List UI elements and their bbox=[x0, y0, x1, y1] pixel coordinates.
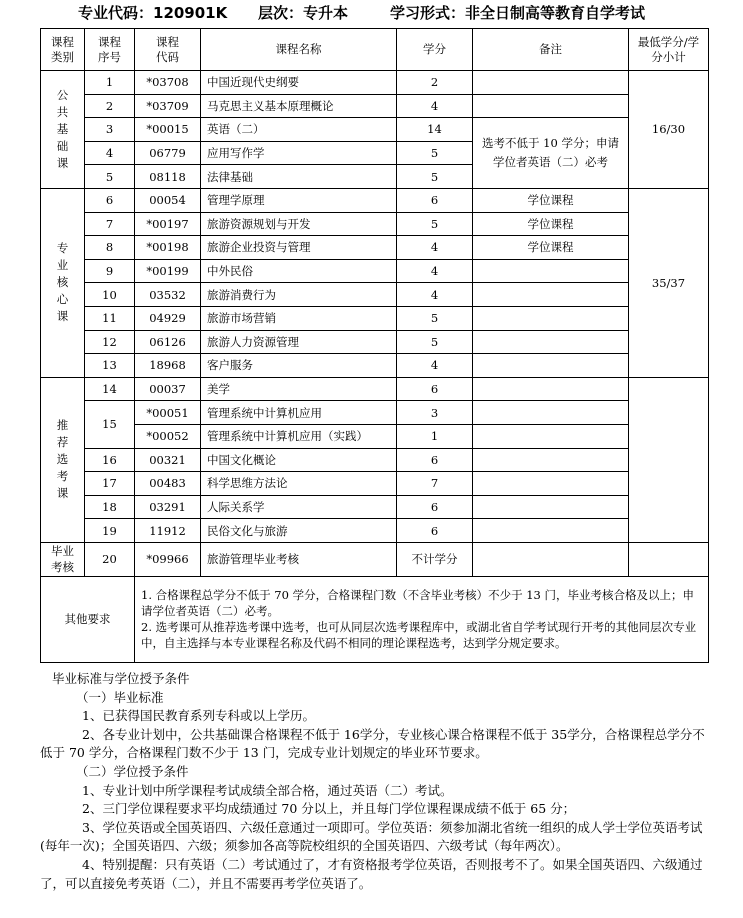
course-note bbox=[473, 472, 629, 496]
graduation-standard-title: （一）毕业标准 bbox=[76, 689, 164, 705]
core-min-credit: 35/37 bbox=[629, 188, 709, 377]
table-row bbox=[41, 212, 709, 236]
col-header-seq: 课程序号 bbox=[85, 29, 135, 71]
course-credit: 3 bbox=[397, 401, 473, 425]
course-code: 00054 bbox=[135, 188, 201, 212]
course-note bbox=[473, 330, 629, 354]
course-name: 旅游市场营销 bbox=[201, 306, 397, 330]
course-name: 法律基础 bbox=[201, 165, 397, 189]
course-code: 03532 bbox=[135, 283, 201, 307]
other-requirement-item: 2. 选考课可从推荐选考课中选考，也可从同层次选考课程库中，或湖北省自学考试现行开考的其他同层次专业中，自主选择与本专业课程名称及代码不相同的理论课程选考，达到学分规定要求。 bbox=[141, 620, 697, 651]
course-code: *00198 bbox=[135, 236, 201, 260]
course-credit: 6 bbox=[397, 448, 473, 472]
course-note bbox=[473, 542, 629, 576]
course-name: 中外民俗 bbox=[201, 259, 397, 283]
course-note bbox=[473, 424, 629, 448]
course-name: 旅游资源规划与开发 bbox=[201, 212, 397, 236]
course-note bbox=[473, 283, 629, 307]
public-min-credit: 16/30 bbox=[629, 71, 709, 189]
course-note bbox=[473, 354, 629, 378]
course-seq: 2 bbox=[85, 94, 135, 118]
graduation-standard-item: 2、各专业计划中，公共基础课合格课程不低于 16学分，专业核心课合格课程不低于 35学分，合格课程总学分不低于 70 学分，合格课程门数不少于 13 门，完成专业计划规定的毕业环节要求。 bbox=[40, 726, 705, 761]
course-note bbox=[473, 71, 629, 95]
course-credit: 6 bbox=[397, 377, 473, 401]
course-name: 旅游消费行为 bbox=[201, 283, 397, 307]
degree-condition-item: 2、三门学位课程要求平均成绩通过 70 分以上，并且每门学位课程课成绩不低于 65 分； bbox=[82, 801, 576, 817]
table-row bbox=[41, 542, 709, 576]
course-note: 学位课程 bbox=[473, 188, 629, 212]
course-credit: 6 bbox=[397, 495, 473, 519]
graduation-title: 毕业标准与学位授予条件 bbox=[52, 671, 190, 686]
study-form: 学习形式：非全日制高等教育自学考试 bbox=[390, 4, 646, 22]
course-code: 06126 bbox=[135, 330, 201, 354]
course-credit: 4 bbox=[397, 283, 473, 307]
course-seq: 15 bbox=[85, 401, 135, 448]
table-row bbox=[41, 401, 709, 425]
course-credit: 5 bbox=[397, 141, 473, 165]
group-elective: 推荐选考课 bbox=[41, 377, 85, 542]
course-seq: 12 bbox=[85, 330, 135, 354]
course-seq: 20 bbox=[85, 542, 135, 576]
course-credit: 4 bbox=[397, 354, 473, 378]
table-row bbox=[41, 283, 709, 307]
degree-condition-item: 4、特别提醒：只有英语（二）考试通过了，才有资格报考学位英语，否则报考不了。如果全国英语四、六级通过了，可以直接免考英语（二），并且不需要再考学位英语了。 bbox=[40, 856, 703, 891]
course-seq: 1 bbox=[85, 71, 135, 95]
course-seq: 9 bbox=[85, 259, 135, 283]
course-seq: 16 bbox=[85, 448, 135, 472]
course-name: 管理系统中计算机应用（实践） bbox=[201, 424, 397, 448]
course-name: 民俗文化与旅游 bbox=[201, 519, 397, 543]
major-code: 专业代码：120901K bbox=[78, 4, 228, 22]
course-seq: 19 bbox=[85, 519, 135, 543]
course-seq: 7 bbox=[85, 212, 135, 236]
course-code: 08118 bbox=[135, 165, 201, 189]
degree-conditions-title: （二）学位授予条件 bbox=[76, 763, 189, 779]
other-requirements-row bbox=[41, 576, 709, 662]
course-seq: 17 bbox=[85, 472, 135, 496]
course-credit: 7 bbox=[397, 472, 473, 496]
table-row bbox=[41, 236, 709, 260]
course-code: 11912 bbox=[135, 519, 201, 543]
course-plan-table bbox=[40, 28, 709, 663]
course-seq: 14 bbox=[85, 377, 135, 401]
table-row bbox=[41, 259, 709, 283]
graduation-standard-item: 1、已获得国民教育系列专科或以上学历。 bbox=[82, 708, 315, 724]
col-header-name: 课程名称 bbox=[201, 29, 397, 71]
course-credit: 5 bbox=[397, 330, 473, 354]
other-requirements-label: 其他要求 bbox=[41, 576, 135, 662]
course-credit: 4 bbox=[397, 259, 473, 283]
other-requirement-item: 1. 合格课程总学分不低于 70 学分，合格课程门数（不含毕业考核）不少于 13 门，毕业考核合格及以上；申请学位者英语（二）必考。 bbox=[141, 588, 695, 619]
course-note bbox=[473, 519, 629, 543]
course-name: 马克思主义基本原理概论 bbox=[201, 94, 397, 118]
course-credit: 4 bbox=[397, 236, 473, 260]
course-name: 英语（二） bbox=[201, 118, 397, 142]
course-seq: 8 bbox=[85, 236, 135, 260]
course-code: *00051 bbox=[135, 401, 201, 425]
course-name: 管理系统中计算机应用 bbox=[201, 401, 397, 425]
course-note bbox=[473, 448, 629, 472]
course-credit: 5 bbox=[397, 165, 473, 189]
course-name: 中国文化概论 bbox=[201, 448, 397, 472]
table-row bbox=[41, 495, 709, 519]
course-code: 04929 bbox=[135, 306, 201, 330]
table-row bbox=[41, 519, 709, 543]
course-note bbox=[473, 259, 629, 283]
col-header-credit: 学分 bbox=[397, 29, 473, 71]
course-note: 学位课程 bbox=[473, 212, 629, 236]
group-public: 公共基础课 bbox=[41, 71, 85, 189]
course-seq: 18 bbox=[85, 495, 135, 519]
course-name: 旅游人力资源管理 bbox=[201, 330, 397, 354]
course-code: *00199 bbox=[135, 259, 201, 283]
public-note: 选考不低于 10 学分；申请学位者英语（二）必考 bbox=[473, 118, 629, 189]
course-name: 旅游企业投资与管理 bbox=[201, 236, 397, 260]
table-row bbox=[41, 188, 709, 212]
course-seq: 6 bbox=[85, 188, 135, 212]
table-row bbox=[41, 330, 709, 354]
course-credit: 2 bbox=[397, 71, 473, 95]
course-seq: 13 bbox=[85, 354, 135, 378]
graduation-section bbox=[40, 670, 708, 893]
course-credit: 5 bbox=[397, 212, 473, 236]
course-code: *03709 bbox=[135, 94, 201, 118]
course-code: 06779 bbox=[135, 141, 201, 165]
table-row bbox=[41, 94, 709, 118]
course-code: *00197 bbox=[135, 212, 201, 236]
course-code: 03291 bbox=[135, 495, 201, 519]
course-credit: 6 bbox=[397, 519, 473, 543]
table-row bbox=[41, 472, 709, 496]
course-note bbox=[473, 495, 629, 519]
col-header-note: 备注 bbox=[473, 29, 629, 71]
course-seq: 10 bbox=[85, 283, 135, 307]
table-row bbox=[41, 71, 709, 95]
course-code: *09966 bbox=[135, 542, 201, 576]
course-seq: 11 bbox=[85, 306, 135, 330]
course-credit: 不计学分 bbox=[397, 542, 473, 576]
course-code: 00037 bbox=[135, 377, 201, 401]
col-header-category: 课程类别 bbox=[41, 29, 85, 71]
group-core: 专业核心课 bbox=[41, 188, 85, 377]
course-name: 美学 bbox=[201, 377, 397, 401]
course-code: 00483 bbox=[135, 472, 201, 496]
table-row bbox=[41, 377, 709, 401]
course-name: 旅游管理毕业考核 bbox=[201, 542, 397, 576]
course-note bbox=[473, 377, 629, 401]
group-graduation: 毕业考核 bbox=[41, 542, 85, 576]
course-code: *03708 bbox=[135, 71, 201, 95]
graduation-min-credit bbox=[629, 542, 709, 576]
table-row bbox=[41, 354, 709, 378]
plan-header bbox=[0, 0, 743, 26]
course-name: 客户服务 bbox=[201, 354, 397, 378]
course-seq: 4 bbox=[85, 141, 135, 165]
course-code: 18968 bbox=[135, 354, 201, 378]
course-name: 人际关系学 bbox=[201, 495, 397, 519]
course-note bbox=[473, 306, 629, 330]
table-row bbox=[41, 448, 709, 472]
course-credit: 6 bbox=[397, 188, 473, 212]
course-note bbox=[473, 94, 629, 118]
course-name: 应用写作学 bbox=[201, 141, 397, 165]
course-credit: 5 bbox=[397, 306, 473, 330]
course-code: 00321 bbox=[135, 448, 201, 472]
study-level: 层次：专升本 bbox=[258, 4, 349, 22]
course-note: 学位课程 bbox=[473, 236, 629, 260]
degree-condition-item: 1、专业计划中所学课程考试成绩全部合格，通过英语（二）考试。 bbox=[82, 782, 453, 798]
course-name: 管理学原理 bbox=[201, 188, 397, 212]
course-name: 中国近现代史纲要 bbox=[201, 71, 397, 95]
course-code: *00015 bbox=[135, 118, 201, 142]
table-row bbox=[41, 306, 709, 330]
col-header-min-credit: 最低学分/学分小计 bbox=[629, 29, 709, 71]
table-header-row bbox=[41, 29, 709, 71]
course-credit: 1 bbox=[397, 424, 473, 448]
course-seq: 5 bbox=[85, 165, 135, 189]
course-seq: 3 bbox=[85, 118, 135, 142]
table-row bbox=[41, 118, 709, 142]
table-row bbox=[41, 424, 709, 448]
course-credit: 4 bbox=[397, 94, 473, 118]
degree-condition-item: 3、学位英语或全国英语四、六级任意通过一项即可。学位英语：须参加湖北省统一组织的成人学士学位英语考试(每年一次)；全国英语四、六级；须参加各高等院校组织的全国英语四、六级考试（每年两次）。 bbox=[40, 819, 703, 854]
course-name: 科学思维方法论 bbox=[201, 472, 397, 496]
elective-min-credit bbox=[629, 377, 709, 542]
course-note bbox=[473, 401, 629, 425]
other-requirements-content bbox=[135, 576, 709, 662]
col-header-code: 课程代码 bbox=[135, 29, 201, 71]
course-credit: 14 bbox=[397, 118, 473, 142]
course-code: *00052 bbox=[135, 424, 201, 448]
